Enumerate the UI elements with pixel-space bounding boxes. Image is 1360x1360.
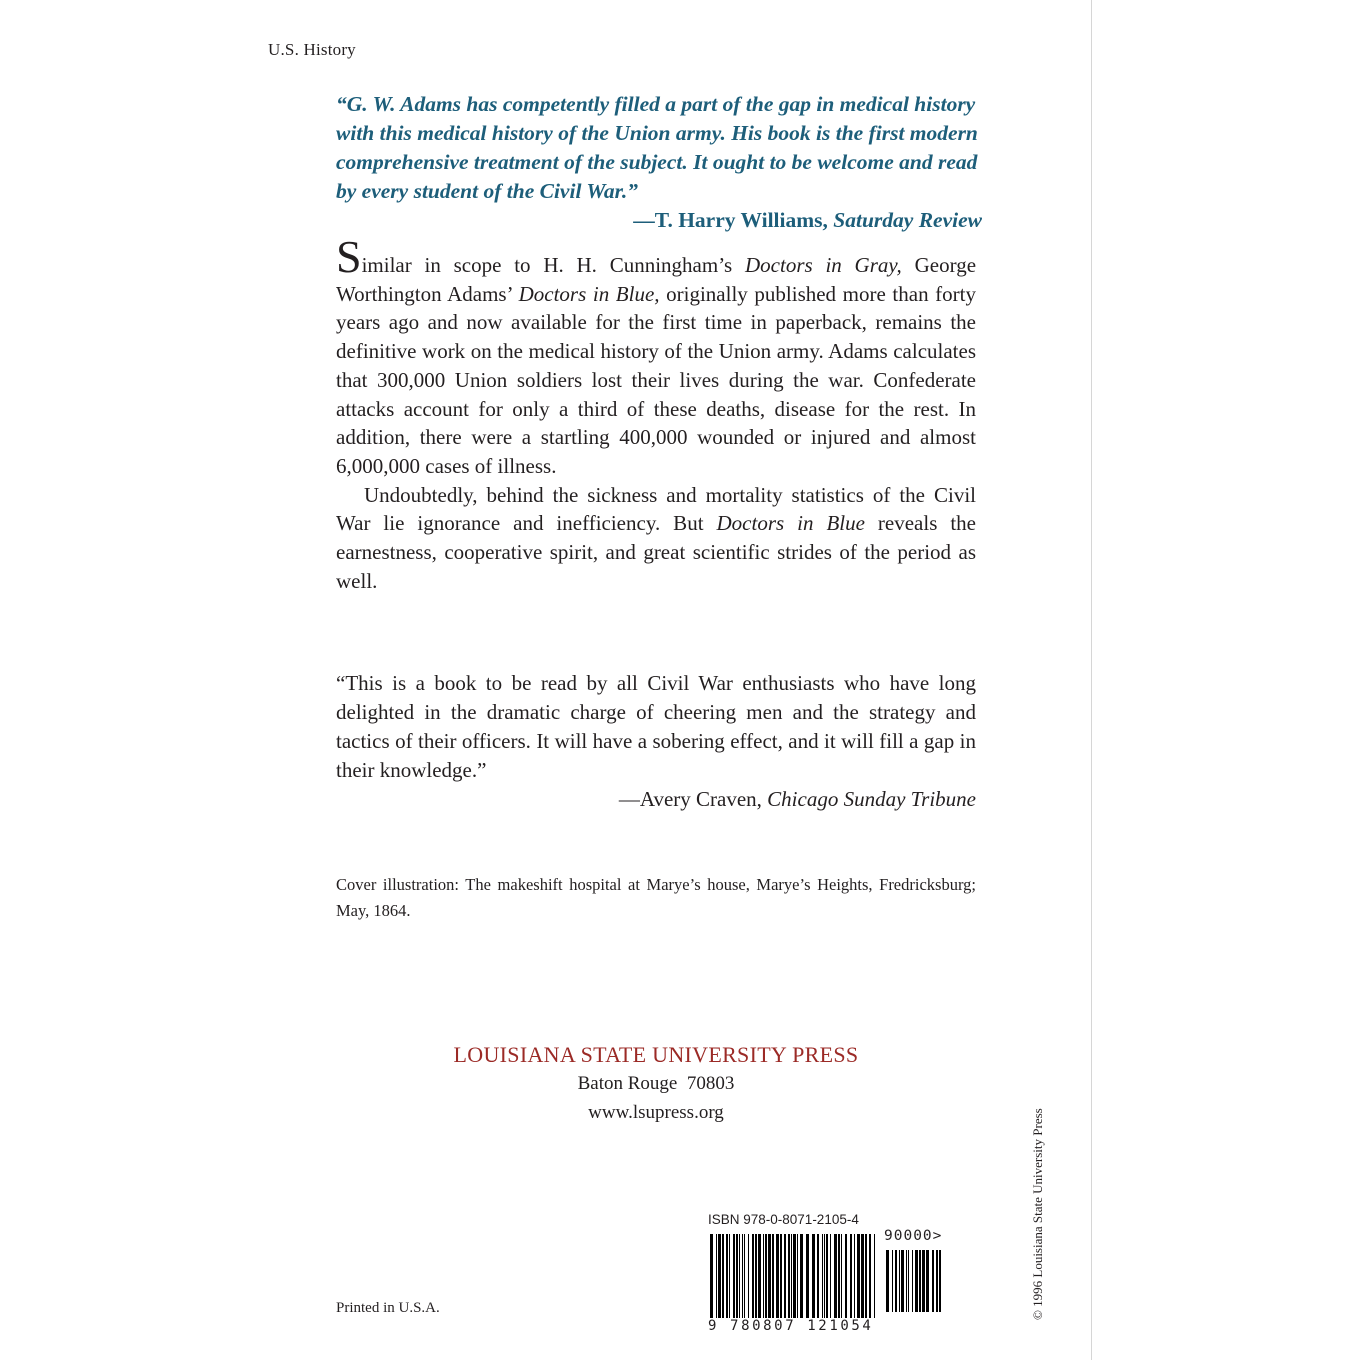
barcode-bar — [892, 1250, 893, 1312]
barcode-bar — [912, 1250, 913, 1312]
copyright-notice: © 1996 Louisiana State University Press — [1030, 1108, 1045, 1320]
barcode-bar — [806, 1234, 809, 1318]
barcode-bar — [744, 1234, 745, 1318]
barcode-bar — [861, 1234, 864, 1318]
review-quote-craven — [336, 669, 976, 814]
category-label: U.S. History — [268, 40, 356, 59]
book-description — [336, 231, 977, 595]
description-text: imilar in scope to H. H. Cunningham’s — [361, 253, 745, 277]
barcode-bar — [768, 1234, 771, 1318]
description-paragraph-1 — [336, 231, 977, 481]
barcode-bar — [919, 1250, 921, 1312]
barcode-bar — [726, 1234, 728, 1318]
barcode-bar — [908, 1250, 909, 1312]
review-attribution — [336, 206, 982, 235]
attribution-name: —T. Harry Williams, — [633, 208, 828, 232]
publisher-city: Baton Rouge 70803 — [577, 1073, 735, 1094]
barcode-bar — [788, 1234, 790, 1318]
barcode-bar — [755, 1234, 757, 1318]
review-quote-williams — [336, 90, 982, 235]
attribution-source: Saturday Review — [833, 208, 982, 232]
barcode-bar — [915, 1250, 918, 1312]
barcode-bar — [772, 1234, 774, 1318]
publisher-block — [336, 1040, 976, 1127]
isbn-number: ISBN 978-0-8071-2105-4 — [708, 1212, 859, 1227]
barcode-bar — [865, 1234, 867, 1318]
barcode-bar — [784, 1234, 786, 1318]
barcode-bar — [776, 1234, 779, 1318]
barcode-bar — [922, 1250, 925, 1312]
attribution-name: —Avery Craven, — [618, 787, 762, 811]
barcode-bar — [718, 1234, 721, 1318]
barcode-bar — [886, 1250, 889, 1312]
barcode-bar — [733, 1234, 735, 1318]
barcode-bar — [936, 1250, 938, 1312]
barcode-bar — [838, 1234, 840, 1318]
barcode-bar — [850, 1234, 852, 1318]
description-text: George Worthington Adams’ — [336, 253, 977, 306]
barcode-bar — [932, 1250, 934, 1312]
barcode-bar — [765, 1234, 767, 1318]
attribution-source: Chicago Sunday Tribune — [767, 787, 976, 811]
barcode-bar — [834, 1234, 837, 1318]
barcode-bar — [748, 1234, 749, 1318]
barcode-bar — [722, 1234, 724, 1318]
drop-cap: S — [336, 231, 362, 282]
barcode-bar — [857, 1234, 860, 1318]
review-attribution — [336, 785, 976, 814]
barcode-bar — [739, 1234, 740, 1318]
printed-in: Printed in U.S.A. — [336, 1300, 440, 1316]
barcode-bar — [895, 1250, 897, 1312]
barcode-bar — [824, 1234, 825, 1318]
description-paragraph-2 — [336, 481, 976, 596]
barcode-bar — [763, 1234, 764, 1318]
isbn-barcode — [708, 1212, 956, 1334]
barcode-bar — [812, 1234, 815, 1318]
barcode-bar — [901, 1250, 904, 1312]
description-text: reveals the earnestness, cooperative spirit, and great scientific strides of the period as well. — [336, 511, 976, 593]
barcode-bar — [729, 1234, 730, 1318]
barcode-bar — [791, 1234, 792, 1318]
barcode-bar — [716, 1234, 717, 1318]
publisher-website: www.lsupress.org — [588, 1102, 724, 1123]
barcode-bar — [797, 1234, 798, 1318]
publisher-name: LOUISIANA STATE UNIVERSITY PRESS — [453, 1042, 859, 1067]
barcode-bar — [752, 1234, 754, 1318]
barcode-bar — [822, 1234, 823, 1318]
barcode-bar — [939, 1250, 941, 1312]
barcode-bar — [710, 1234, 713, 1318]
barcode-bar — [780, 1234, 782, 1318]
barcode-bars — [708, 1234, 948, 1318]
barcode-bar — [869, 1234, 871, 1318]
barcode-digits: 9 780807 121054 — [708, 1318, 874, 1334]
barcode-bar — [817, 1234, 819, 1318]
barcode-bar — [906, 1250, 907, 1312]
cover-illustration-credit: Cover illustration: The makeshift hospital at Marye’s house, Marye’s Heights, Fredricksburg; May, 1864. — [336, 875, 976, 920]
barcode-bar — [826, 1234, 828, 1318]
barcode-bar — [854, 1234, 855, 1318]
barcode-bar — [899, 1250, 900, 1312]
barcode-bar — [758, 1234, 761, 1318]
barcode-bar — [793, 1234, 796, 1318]
book-title: Doctors in Gray, — [745, 253, 902, 277]
barcode-bar — [800, 1234, 803, 1318]
barcode-bar — [926, 1250, 929, 1312]
book-title: Doctors in Blue — [716, 511, 865, 536]
barcode-bar — [845, 1234, 847, 1318]
barcode-bar — [742, 1234, 743, 1318]
review-quote-text: “G. W. Adams has competently filled a part of the gap in medical history with this medical history of the Union army. His book is the first modern comprehensive treatment of the subject. It ought to be welcome and read by every student of the Civil War.” — [336, 92, 978, 203]
spine-fold-line — [1091, 0, 1092, 1360]
barcode-bar — [736, 1234, 738, 1318]
review-quote-text: “This is a book to be read by all Civil War enthusiasts who have long delighted in the dramatic charge of cheering men and the strategy and tactics of their officers. It will have a sobering effect, and it will fill a gap in their knowledge.” — [336, 671, 976, 782]
barcode-bar — [874, 1234, 875, 1318]
description-text: Undoubtedly, behind the sickness and mortality statistics of the Civil War lie ignorance and inefficiency. But — [336, 482, 976, 536]
barcode-bar — [841, 1234, 842, 1318]
barcode-bar — [830, 1234, 831, 1318]
book-title: Doctors in Blue, — [518, 281, 660, 306]
barcode-addon-digits: 90000> — [884, 1228, 943, 1244]
description-text: originally published more than forty years ago and now available for the first time in paperback, remains the definitive work on the medical history of the Union army. Adams calculates that 300,000 Union soldiers lost their lives during the war. Confederate attacks account for only a third of these deaths, disease for the rest. In addition, there were a startling 400,000 wounded or injured and almost 6,000,000 cases of illness. — [336, 281, 976, 478]
